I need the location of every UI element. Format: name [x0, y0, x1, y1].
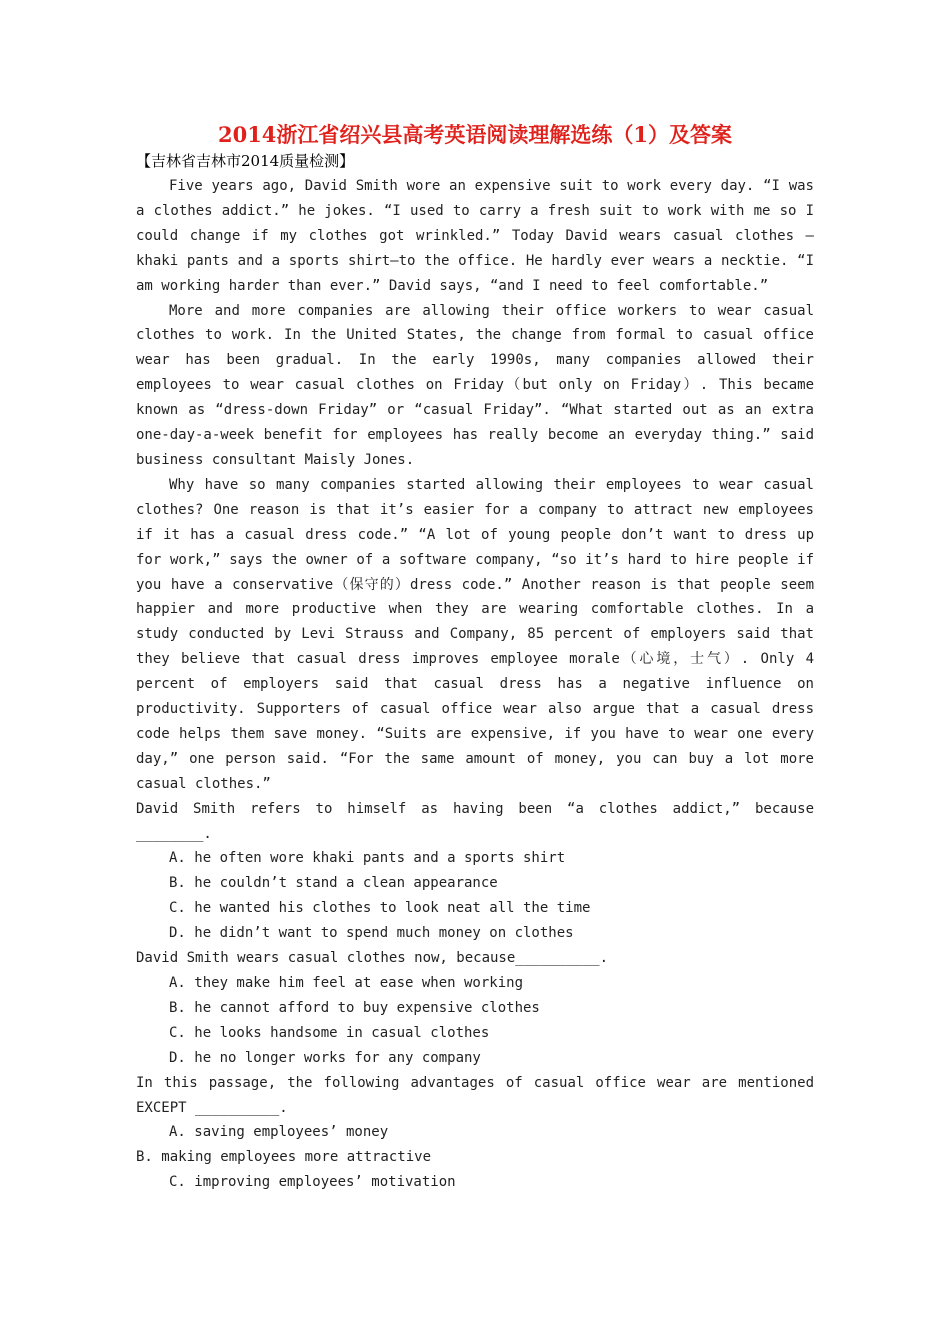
question-stem: David Smith refers to himself as having been “a clothes addict,” because ________. — [136, 800, 814, 842]
document-body — [136, 174, 814, 1195]
option-a: A. they make him feel at ease when working — [169, 975, 524, 991]
option-b: B. he couldn’t stand a clean appearance — [169, 875, 498, 892]
option-c: C. he looks handsome in casual clothes — [169, 1024, 490, 1041]
question-2 — [136, 946, 814, 1071]
question-stem: David Smith wears casual clothes now, because__________. — [136, 950, 609, 967]
source-label: 【吉林省吉林市2014质量检测】 — [136, 152, 355, 170]
question-1 — [136, 797, 814, 946]
option-d: D. he no longer works for any company — [169, 1049, 481, 1066]
option-b: B. making employees more attractive — [136, 1149, 432, 1166]
passage-paragraph-1: Five years ago, David Smith wore an expensive suit to work every day. “I was a clothes addict.” he jokes. “I used to carry a fresh suit to work with me so I could change if my clothes got wrinkled.” Today David wears casual clothes —khaki pants and a sports shirt—to the office. He hardly ever wears a necktie. “I am working harder than ever.” David says, “and I need to feel comfortable.” — [136, 178, 814, 294]
option-c: C. he wanted his clothes to look neat all the time — [169, 900, 591, 917]
option-c: C. improving employees’ motivation — [169, 1174, 456, 1191]
option-a: A. he often wore khaki pants and a sports shirt — [169, 850, 566, 867]
question-3 — [136, 1071, 814, 1196]
option-a: A. saving employees’ money — [169, 1124, 389, 1141]
option-b: B. he cannot afford to buy expensive clothes — [169, 999, 540, 1016]
question-stem: In this passage, the following advantages of casual office wear are mentioned EXCEPT __________. — [136, 1074, 814, 1116]
option-d: D. he didn’t want to spend much money on clothes — [169, 925, 574, 942]
passage-paragraph-2: More and more companies are allowing their office workers to wear casual clothes to work. In the United States, the change from formal to casual office wear has been gradual. In the early 1990s, many companies allowed their employees to wear casual clothes on Friday（but only on Friday）. This became known as “dress-down Friday” or “casual Friday”. “What started out as an extra one-day-a-week benefit for employees has really become an everyday thing.” said business consultant Maisly Jones. — [136, 302, 814, 468]
passage-paragraph-3: Why have so many companies started allowing their employees to wear casual clothes? One reason is that it’s easier for a company to attract new employees if it has a casual dress code.” “A lot of young people don’t want to dress up for work,” says the owner of a software company, “so it’s hard to hire people if you have a conservative（保守的）dress code.” Another reason is that people seem happier and more productive when they are wearing comfortable clothes. In a study conducted by Levi Strauss and Company, 85 percent of employers said that they believe that casual dress improves employee morale（心境，士气）. Only 4 percent of employers said that casual dress has a negative influence on productivity. Supporters of casual office wear also argue that a casual dress code helps them save money. “Suits are expensive, if you have to wear one every day,” one person said. “For the same amount of money, you can buy a lot more casual clothes.” — [136, 476, 814, 792]
document-title: 2014浙江省绍兴县高考英语阅读理解选练（1）及答案 — [217, 122, 733, 147]
